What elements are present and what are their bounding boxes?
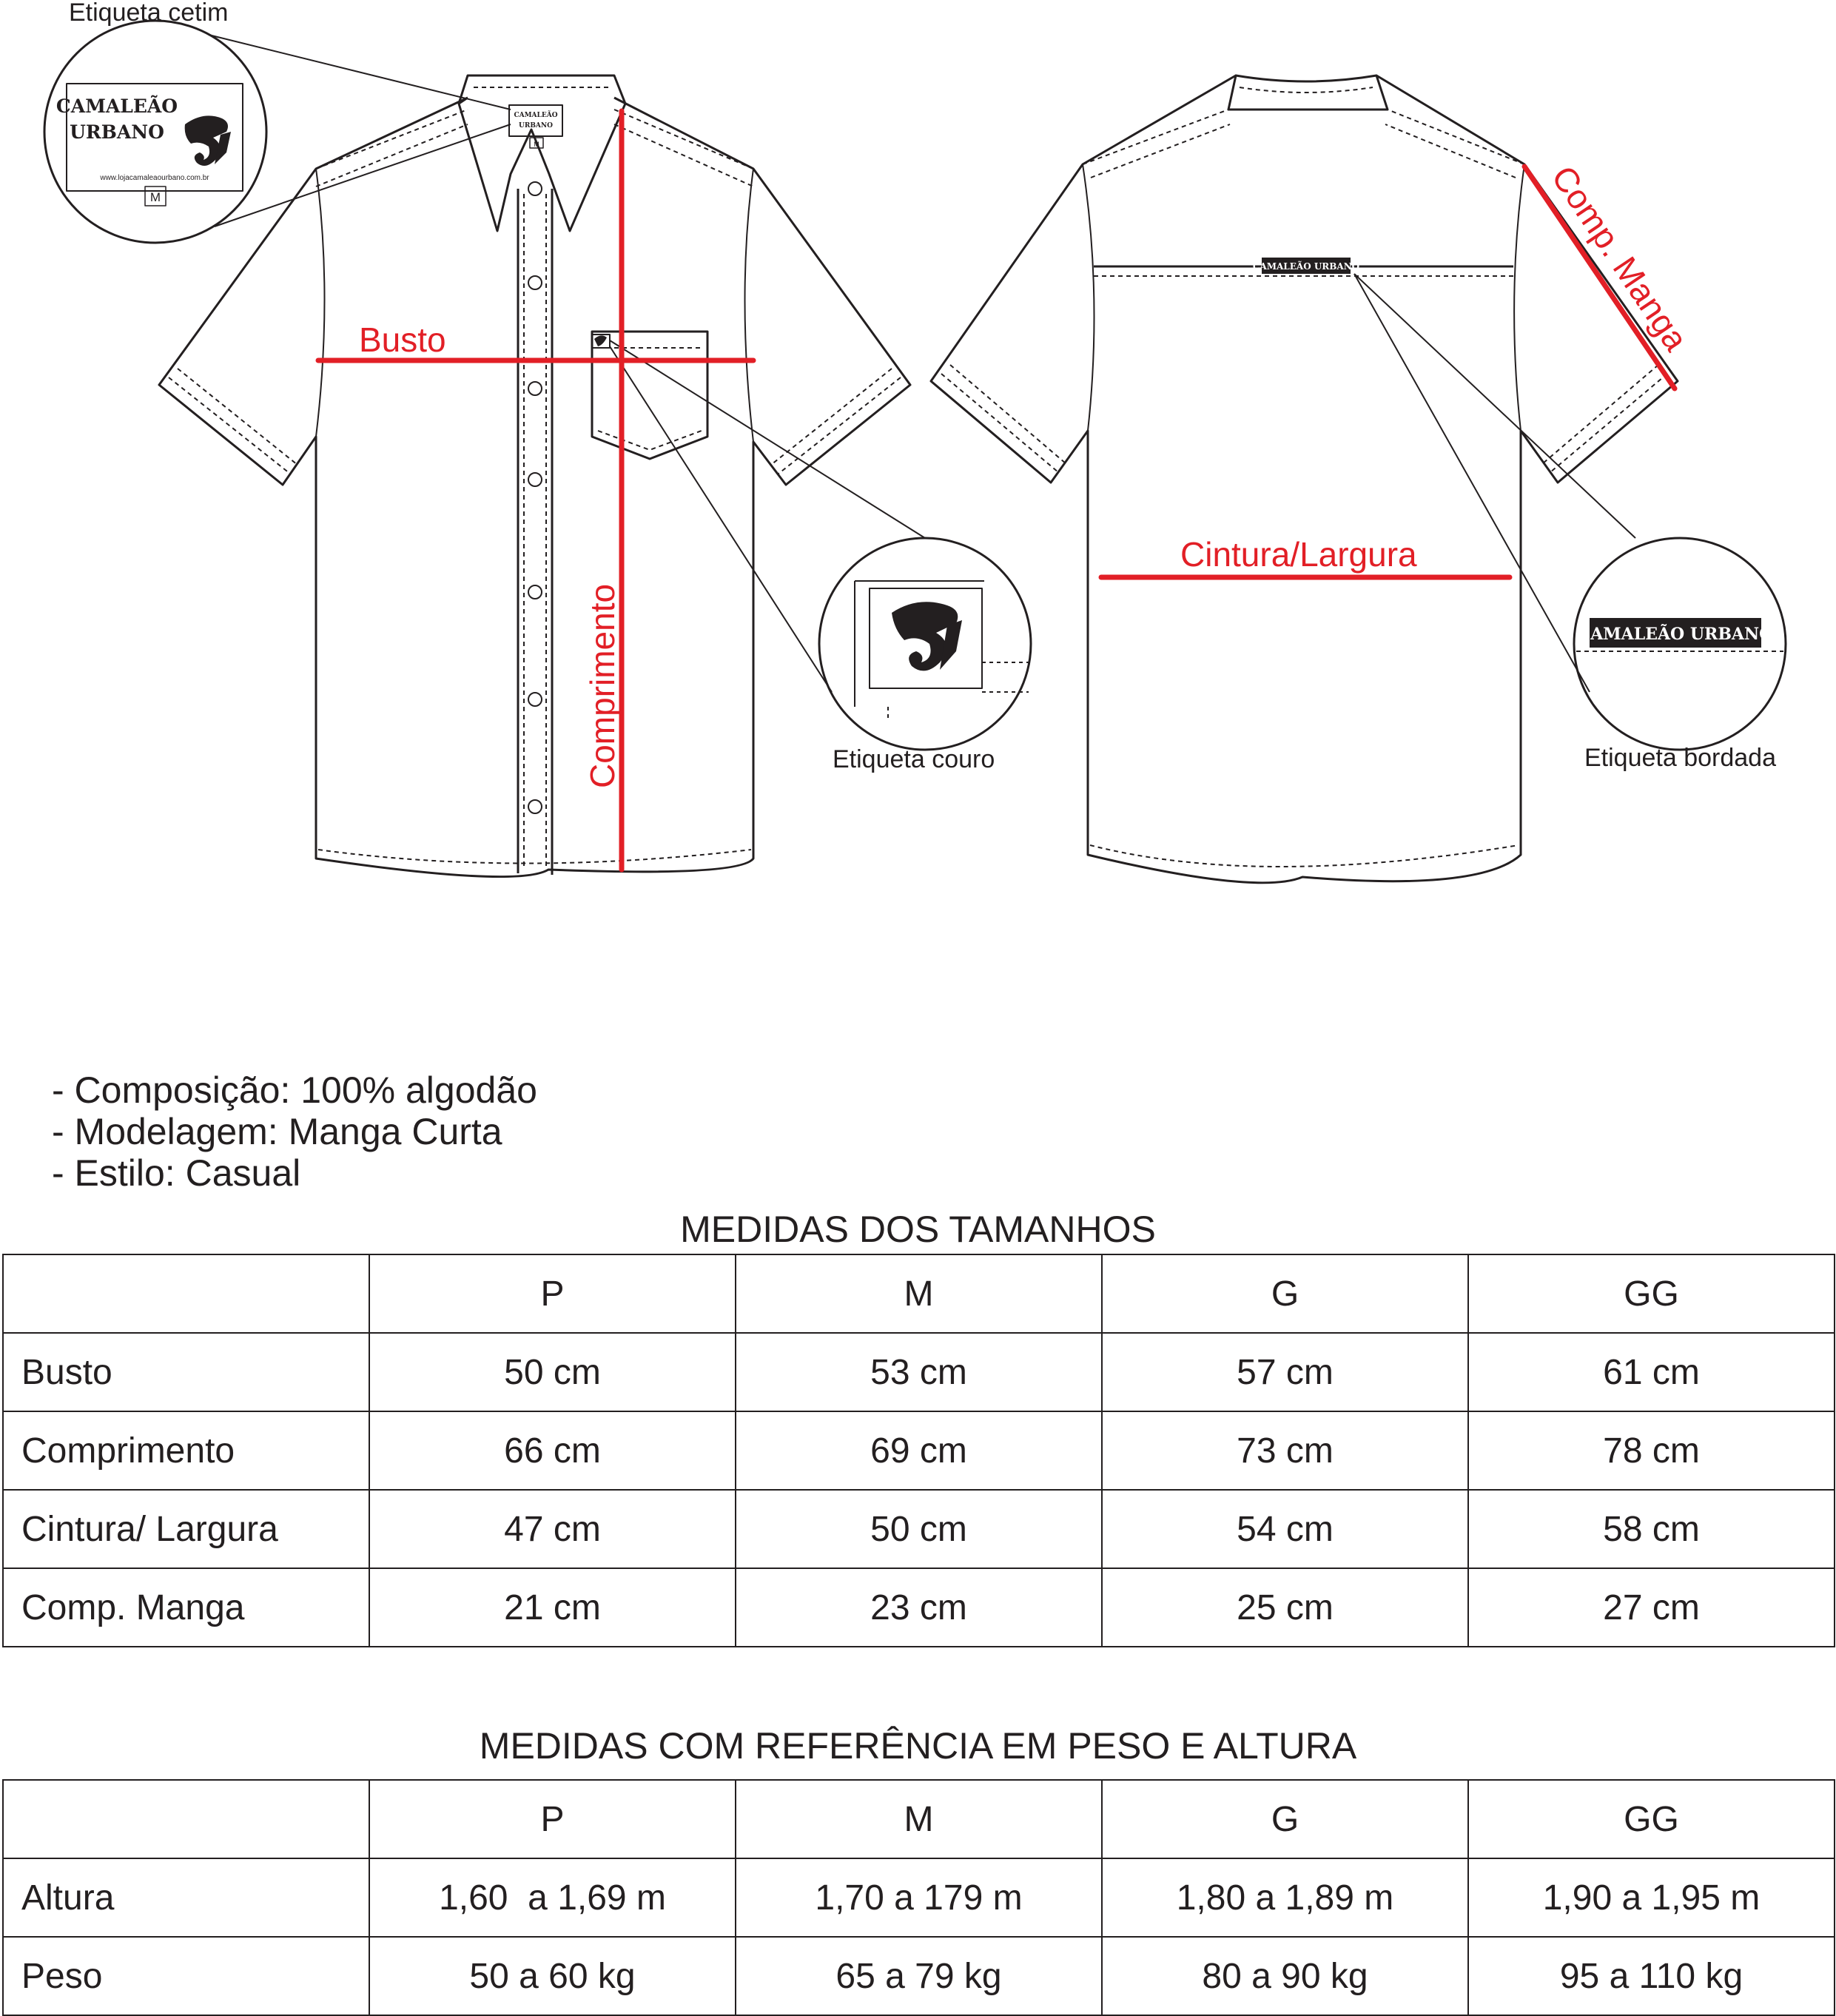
satin-size-tag: M [149,190,161,204]
table-cell: 78 cm [1468,1411,1835,1490]
row-label: Busto [3,1333,369,1411]
table-row [3,1568,1835,1647]
collar-label-line2: URBANO [519,122,553,130]
measurement-lines [318,111,1675,870]
busto-label: Busto [359,320,446,359]
row-label: Cintura/ Largura [3,1490,369,1568]
header-cell: GG [1468,1254,1835,1333]
satin-brand-url: www.lojacamaleaourbano.com.br [100,174,209,182]
etiqueta-couro-label: Etiqueta couro [833,745,995,773]
product-features [52,1069,537,1194]
chameleon-logo-satin [185,115,231,166]
table-cell: 66 cm [369,1411,736,1490]
table-cell: 50 a 60 kg [369,1937,736,2015]
bordada-zoom-text: CAMALEÃO URBANO [1577,625,1774,644]
table-cell: 1,80 a 1,89 m [1102,1858,1468,1937]
front-buttons [528,182,542,813]
header-cell: M [736,1254,1102,1333]
table-cell: 23 cm [736,1568,1102,1647]
row-label: Peso [3,1937,369,2015]
leather-label-callout [610,340,1031,750]
chameleon-logo-large [892,602,962,671]
feature-modelagem: - Modelagem: Manga Curta [52,1111,502,1152]
table-row [3,1490,1835,1568]
size-table [2,1254,1835,1647]
row-label: Comprimento [3,1411,369,1490]
header-cell: G [1102,1780,1468,1858]
reference-table [2,1779,1835,2016]
table-cell: 57 cm [1102,1333,1468,1411]
table-cell: 95 a 110 kg [1468,1937,1835,2015]
table-row [3,1333,1835,1411]
feature-estilo: - Estilo: Casual [52,1152,301,1194]
etiqueta-cetim-label: Etiqueta cetim [69,0,229,27]
row-label: Altura [3,1858,369,1937]
front-collar [459,75,625,231]
table-row [3,1858,1835,1937]
table-cell: 73 cm [1102,1411,1468,1490]
table-cell: 50 cm [736,1490,1102,1568]
table-cell: 53 cm [736,1333,1102,1411]
size-table-title: MEDIDAS DOS TAMANHOS [680,1209,1156,1250]
label-fills [185,115,1774,671]
comp-manga-label: Comp. Manga [1544,158,1696,358]
collar-label-line1: CAMALEÃO [514,112,558,119]
table-row [3,1411,1835,1490]
table-cell: 47 cm [369,1490,736,1568]
table-header-row [3,1780,1835,1858]
header-cell: GG [1468,1780,1835,1858]
header-cell: M [736,1780,1102,1858]
comprimento-label: Comprimento [583,583,622,788]
row-label: Comp. Manga [3,1568,369,1647]
collar-size-tag: M [534,141,539,148]
table-cell: 21 cm [369,1568,736,1647]
table-cell: 25 cm [1102,1568,1468,1647]
cintura-label: Cintura/Largura [1180,535,1417,574]
front-body-outline [159,98,910,877]
satin-brand-line2: URBANO [70,121,164,143]
table-cell: 50 cm [369,1333,736,1411]
header-cell [3,1780,369,1858]
shirt-technical-drawing [0,0,1836,910]
table-cell: 58 cm [1468,1490,1835,1568]
table-header-row [3,1254,1835,1333]
header-cell: P [369,1254,736,1333]
front-placket [518,189,552,875]
table-cell: 1,60 a 1,69 m [369,1858,736,1937]
etiqueta-bordada-label: Etiqueta bordada [1584,744,1776,772]
chest-pocket [592,332,707,459]
header-cell [3,1254,369,1333]
table-cell: 27 cm [1468,1568,1835,1647]
table-cell: 61 cm [1468,1333,1835,1411]
table-cell: 80 a 90 kg [1102,1937,1468,2015]
back-embroidered-label-text: CAMALEÃO URBANO [1252,261,1360,272]
feature-composicao: - Composição: 100% algodão [52,1069,537,1111]
table-cell: 69 cm [736,1411,1102,1490]
embroidered-label-callout [1354,274,1786,750]
satin-brand-line1: CAMALEÃO [56,95,178,117]
header-cell: P [369,1780,736,1858]
table-cell: 65 a 79 kg [736,1937,1102,2015]
table-cell: 1,90 a 1,95 m [1468,1858,1835,1937]
header-cell: G [1102,1254,1468,1333]
table-cell: 54 cm [1102,1490,1468,1568]
ref-table-title: MEDIDAS COM REFERÊNCIA EM PESO E ALTURA [479,1725,1357,1767]
table-row [3,1937,1835,2015]
table-cell: 1,70 a 179 m [736,1858,1102,1937]
